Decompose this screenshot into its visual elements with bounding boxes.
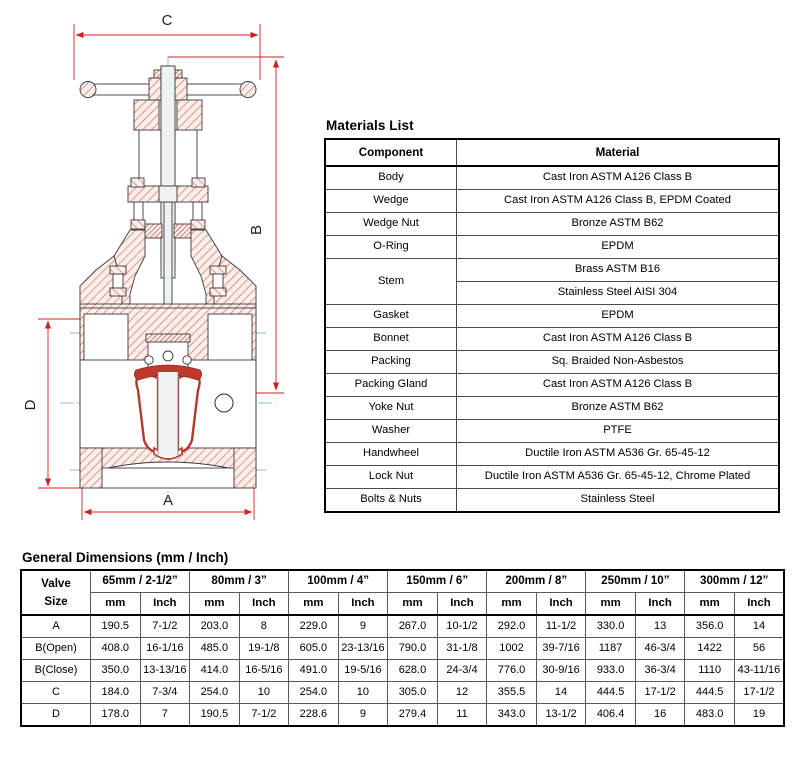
dimension-label-a: A [162, 492, 174, 509]
materials-component-cell: Bolts & Nuts [325, 489, 457, 513]
dimensions-row [21, 704, 784, 727]
dimensions-value-cell: 933.0 [586, 660, 636, 682]
dimension-label-c: C [161, 12, 173, 29]
dimensions-table-body [21, 615, 784, 726]
dimensions-value-cell: 9 [338, 704, 388, 727]
dimensions-unit-header: mm [685, 593, 735, 616]
dimensions-value-cell: 39-7/16 [536, 638, 586, 660]
dimensions-unit-header: Inch [536, 593, 586, 616]
dimensions-value-cell: 17-1/2 [635, 682, 685, 704]
dimensions-row [21, 638, 784, 660]
dimensions-value-cell: 16 [635, 704, 685, 727]
dimensions-value-cell: 10 [338, 682, 388, 704]
dimensions-value-cell: 19 [734, 704, 784, 727]
dimensions-value-cell: 11-1/2 [536, 615, 586, 638]
materials-material-cell: Sq. Braided Non-Asbestos [457, 351, 780, 374]
dimensions-value-cell: 305.0 [388, 682, 438, 704]
materials-material-cell: Cast Iron ASTM A126 Class B [457, 328, 780, 351]
dimensions-size-header-row [21, 570, 784, 593]
dimensions-value-cell: 292.0 [487, 615, 537, 638]
dimension-label-b: B [248, 224, 265, 236]
dimensions-unit-header: mm [388, 593, 438, 616]
dimensions-table-head [21, 570, 784, 615]
dimension-d [38, 319, 84, 488]
dimensions-unit-header: mm [586, 593, 636, 616]
materials-list-table [324, 138, 780, 513]
dimensions-size-header: 100mm / 4” [289, 570, 388, 593]
materials-component-cell: Handwheel [325, 443, 457, 466]
materials-row [325, 466, 779, 489]
dimensions-value-cell: 184.0 [91, 682, 141, 704]
dimensions-value-cell: 7-1/2 [140, 615, 190, 638]
dimensions-unit-header: Inch [338, 593, 388, 616]
dimensions-value-cell: 46-3/4 [635, 638, 685, 660]
dimensions-size-header: 150mm / 6” [388, 570, 487, 593]
materials-row [325, 328, 779, 351]
dimensions-value-cell: 1187 [586, 638, 636, 660]
dimensions-value-cell: 491.0 [289, 660, 339, 682]
materials-material-cell: Ductile Iron ASTM A536 Gr. 65-45-12 [457, 443, 780, 466]
dimensions-value-cell: 444.5 [586, 682, 636, 704]
dimensions-value-cell: 355.5 [487, 682, 537, 704]
dimensions-size-header: 200mm / 8” [487, 570, 586, 593]
dimensions-unit-header: Inch [239, 593, 289, 616]
dimensions-unit-header: Inch [140, 593, 190, 616]
dimensions-value-cell: 485.0 [190, 638, 240, 660]
dimensions-value-cell: 1422 [685, 638, 735, 660]
dimensions-value-cell: 228.6 [289, 704, 339, 727]
dimensions-value-cell: 17-1/2 [734, 682, 784, 704]
dimensions-row-label: B(Close) [21, 660, 91, 682]
dimensions-value-cell: 8 [239, 615, 289, 638]
dimensions-row [21, 660, 784, 682]
materials-component-cell: Packing [325, 351, 457, 374]
materials-material-cell: Bronze ASTM B62 [457, 213, 780, 236]
materials-material-cell: Cast Iron ASTM A126 Class B [457, 166, 780, 190]
dimensions-value-cell: 190.5 [91, 615, 141, 638]
dimensions-value-cell: 444.5 [685, 682, 735, 704]
dimensions-value-cell: 343.0 [487, 704, 537, 727]
materials-list-title: Materials List [326, 118, 414, 133]
dimensions-value-cell: 13 [635, 615, 685, 638]
materials-row [325, 489, 779, 513]
dimensions-unit-header: Inch [437, 593, 487, 616]
dimensions-value-cell: 203.0 [190, 615, 240, 638]
dimensions-value-cell: 1002 [487, 638, 537, 660]
dimensions-value-cell: 11 [437, 704, 487, 727]
dimensions-unit-header: Inch [734, 593, 784, 616]
materials-header-material: Material [457, 139, 780, 166]
materials-material-cell: Stainless Steel AISI 304 [457, 282, 780, 305]
materials-table-head [325, 139, 779, 166]
dimension-label-d: D [22, 399, 39, 411]
materials-material-cell: Stainless Steel [457, 489, 780, 513]
valve-sectional-drawing [18, 8, 318, 533]
dimensions-value-cell: 414.0 [190, 660, 240, 682]
dimensions-value-cell: 9 [338, 615, 388, 638]
materials-header-component: Component [325, 139, 457, 166]
materials-component-cell: Lock Nut [325, 466, 457, 489]
materials-row [325, 166, 779, 190]
dimensions-unit-header: mm [487, 593, 537, 616]
dimensions-value-cell: 10-1/2 [437, 615, 487, 638]
dimensions-value-cell: 254.0 [190, 682, 240, 704]
materials-row [325, 443, 779, 466]
dimensions-value-cell: 30-9/16 [536, 660, 586, 682]
dimensions-value-cell: 406.4 [586, 704, 636, 727]
materials-material-cell: EPDM [457, 305, 780, 328]
materials-material-cell: Ductile Iron ASTM A536 Gr. 65-45-12, Chrome Plated [457, 466, 780, 489]
dimensions-value-cell: 628.0 [388, 660, 438, 682]
materials-component-cell: Stem [325, 259, 457, 305]
dimensions-value-cell: 14 [734, 615, 784, 638]
materials-component-cell: Wedge [325, 190, 457, 213]
materials-component-cell: Bonnet [325, 328, 457, 351]
materials-row [325, 351, 779, 374]
dimensions-row-label: A [21, 615, 91, 638]
dimensions-value-cell: 23-13/16 [338, 638, 388, 660]
materials-material-cell: PTFE [457, 420, 780, 443]
valve-size-header [21, 570, 91, 615]
dimensions-row [21, 682, 784, 704]
dimensions-value-cell: 178.0 [91, 704, 141, 727]
dimensions-value-cell: 19-1/8 [239, 638, 289, 660]
dimensions-value-cell: 330.0 [586, 615, 636, 638]
materials-row [325, 397, 779, 420]
materials-component-cell: Gasket [325, 305, 457, 328]
dimensions-value-cell: 12 [437, 682, 487, 704]
dimensions-row [21, 615, 784, 638]
dimensions-value-cell: 350.0 [91, 660, 141, 682]
materials-table-body [325, 166, 779, 512]
dimensions-value-cell: 790.0 [388, 638, 438, 660]
dimensions-row-label: C [21, 682, 91, 704]
dimensions-value-cell: 16-5/16 [239, 660, 289, 682]
materials-material-cell: EPDM [457, 236, 780, 259]
materials-row [325, 190, 779, 213]
dimensions-unit-header: mm [289, 593, 339, 616]
dimensions-row-label: B(Open) [21, 638, 91, 660]
dimensions-value-cell: 483.0 [685, 704, 735, 727]
materials-component-cell: Packing Gland [325, 374, 457, 397]
dimensions-value-cell: 16-1/16 [140, 638, 190, 660]
dimensions-unit-header: Inch [635, 593, 685, 616]
dimensions-value-cell: 56 [734, 638, 784, 660]
dimensions-unit-header-row [21, 593, 784, 616]
valve-size-line2: Size [44, 594, 68, 608]
dimensions-value-cell: 10 [239, 682, 289, 704]
dimensions-value-cell: 19-5/16 [338, 660, 388, 682]
materials-row [325, 259, 779, 282]
dimensions-value-cell: 13-1/2 [536, 704, 586, 727]
materials-row [325, 213, 779, 236]
dimensions-value-cell: 279.4 [388, 704, 438, 727]
dimensions-size-header: 80mm / 3” [190, 570, 289, 593]
valve-size-line1: Valve [41, 576, 71, 590]
materials-component-cell: Washer [325, 420, 457, 443]
materials-header-row [325, 139, 779, 166]
dimensions-unit-header: mm [91, 593, 141, 616]
materials-material-cell: Brass ASTM B16 [457, 259, 780, 282]
materials-material-cell: Bronze ASTM B62 [457, 397, 780, 420]
materials-component-cell: Yoke Nut [325, 397, 457, 420]
general-dimensions-section [20, 550, 785, 727]
dimensions-value-cell: 13-13/16 [140, 660, 190, 682]
dimensions-value-cell: 36-3/4 [635, 660, 685, 682]
materials-component-cell: Wedge Nut [325, 213, 457, 236]
dimensions-size-header: 250mm / 10” [586, 570, 685, 593]
dimensions-value-cell: 7-3/4 [140, 682, 190, 704]
dimensions-value-cell: 1110 [685, 660, 735, 682]
dimensions-size-header: 300mm / 12” [685, 570, 784, 593]
materials-list-section [324, 118, 780, 513]
materials-row [325, 374, 779, 397]
dimensions-value-cell: 254.0 [289, 682, 339, 704]
dimensions-value-cell: 31-1/8 [437, 638, 487, 660]
dimensions-value-cell: 14 [536, 682, 586, 704]
dimensions-value-cell: 43-11/16 [734, 660, 784, 682]
dimensions-value-cell: 267.0 [388, 615, 438, 638]
dimensions-value-cell: 7 [140, 704, 190, 727]
materials-row [325, 420, 779, 443]
dimensions-value-cell: 190.5 [190, 704, 240, 727]
general-dimensions-table [20, 569, 785, 727]
materials-row [325, 236, 779, 259]
dimensions-size-header: 65mm / 2-1/2” [91, 570, 190, 593]
dimensions-value-cell: 605.0 [289, 638, 339, 660]
dimensions-row-label: D [21, 704, 91, 727]
materials-material-cell: Cast Iron ASTM A126 Class B [457, 374, 780, 397]
materials-component-cell: Body [325, 166, 457, 190]
dimensions-value-cell: 24-3/4 [437, 660, 487, 682]
materials-component-cell: O-Ring [325, 236, 457, 259]
dimensions-value-cell: 776.0 [487, 660, 537, 682]
dimensions-value-cell: 229.0 [289, 615, 339, 638]
dimensions-unit-header: mm [190, 593, 240, 616]
dimensions-value-cell: 408.0 [91, 638, 141, 660]
materials-material-cell: Cast Iron ASTM A126 Class B, EPDM Coated [457, 190, 780, 213]
dimensions-value-cell: 356.0 [685, 615, 735, 638]
general-dimensions-title: General Dimensions (mm / Inch) [22, 550, 229, 565]
dimensions-value-cell: 7-1/2 [239, 704, 289, 727]
materials-row [325, 305, 779, 328]
